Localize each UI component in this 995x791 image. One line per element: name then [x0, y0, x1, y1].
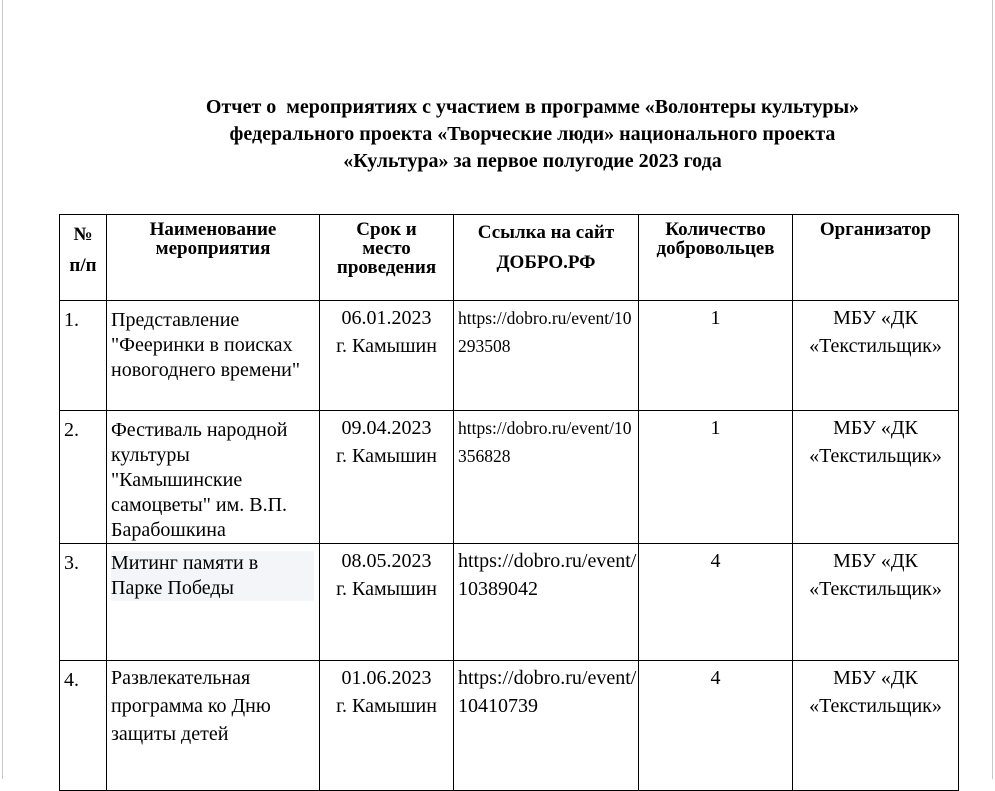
header-number: № п/п — [60, 215, 107, 301]
row-number: 1. — [60, 301, 107, 411]
row-number: 3. — [60, 544, 107, 661]
event-date-place: 08.05.2023 г. Камышин — [320, 544, 454, 661]
header-date-place: Срок и место проведения — [320, 215, 454, 301]
event-name: Представление "Фееринки в поисках новогоднего времени" — [107, 301, 320, 411]
header-organizer: Организатор — [793, 215, 959, 301]
header-volunteer-count: Количество добровольцев — [639, 215, 793, 301]
table-row — [60, 544, 959, 661]
event-link[interactable]: https://dobro.ru/event/10356828 — [454, 411, 639, 544]
volunteer-count: 1 — [639, 411, 793, 544]
volunteer-count: 4 — [639, 544, 793, 661]
event-date-place: 06.01.2023 г. Камышин — [320, 301, 454, 411]
event-link[interactable]: https://dobro.ru/event/10293508 — [454, 301, 639, 411]
document-title: Отчет о мероприятиях с участием в программе «Волонтеры культуры» федерального проекта «Творческие люди» национального проекта «Культура» за первое полугодие 2023 года — [205, 96, 860, 172]
organizer: МБУ «ДК «Текстильщик» — [793, 411, 959, 544]
event-link[interactable]: https://dobro.ru/event/10410739 — [454, 661, 639, 791]
table-row — [60, 661, 959, 791]
row-number: 4. — [60, 661, 107, 791]
report-table — [59, 214, 959, 791]
table-header-row — [60, 215, 959, 301]
event-name-text: Митинг памяти в Парке Победы — [111, 551, 314, 601]
table-row — [60, 301, 959, 411]
organizer: МБУ «ДК «Текстильщик» — [793, 544, 959, 661]
event-name: Фестиваль народной культуры "Камышинские самоцветы" им. В.П. Барабошкина — [107, 411, 320, 544]
page-right-edge — [992, 0, 993, 779]
event-name — [107, 544, 320, 661]
organizer: МБУ «ДК «Текстильщик» — [793, 661, 959, 791]
page-left-edge — [2, 0, 3, 779]
event-date-place: 09.04.2023 г. Камышин — [320, 411, 454, 544]
table-row — [60, 411, 959, 544]
event-name: Развлекательная программа ко Дню защиты детей — [107, 661, 320, 791]
header-dobro-link: Ссылка на сайт ДОБРО.РФ — [454, 215, 639, 301]
row-number: 2. — [60, 411, 107, 544]
event-link[interactable]: https://dobro.ru/event/10389042 — [454, 544, 639, 661]
event-date-place: 01.06.2023 г. Камышин — [320, 661, 454, 791]
organizer: МБУ «ДК «Текстильщик» — [793, 301, 959, 411]
volunteer-count: 4 — [639, 661, 793, 791]
header-event-name: Наименование мероприятия — [107, 215, 320, 301]
volunteer-count: 1 — [639, 301, 793, 411]
